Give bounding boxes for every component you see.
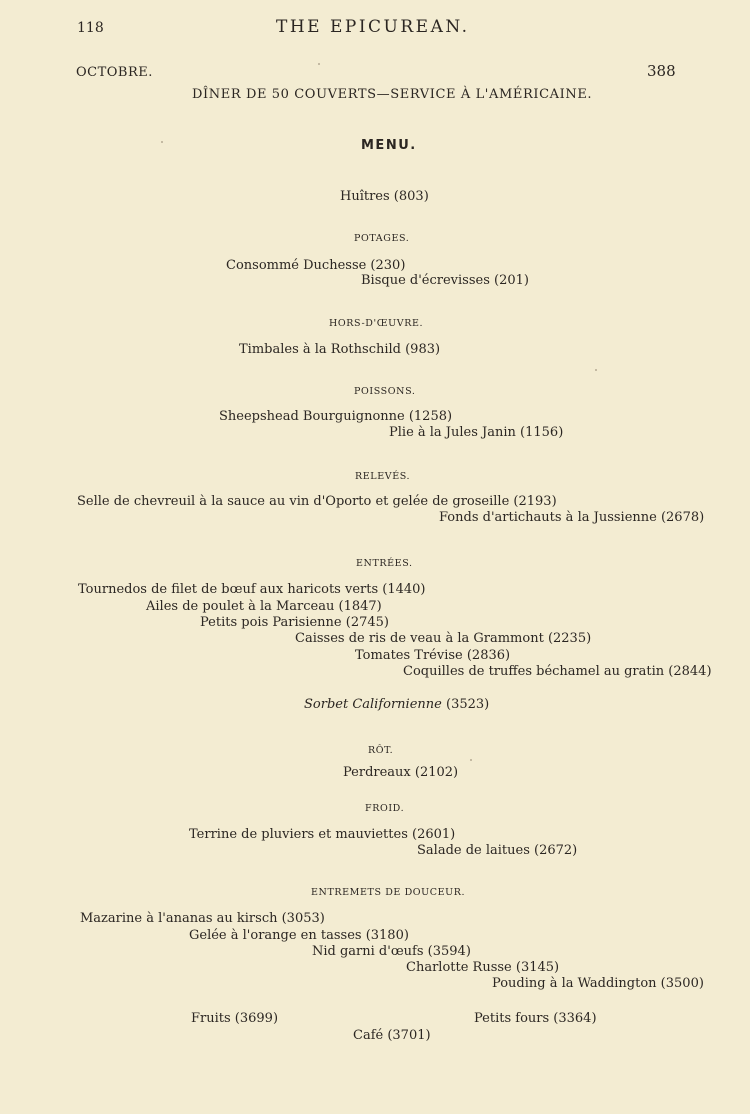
section-heading-rot: RÔT. bbox=[368, 745, 394, 756]
section-heading-releves: RELEVÉS. bbox=[355, 471, 411, 482]
dish-item: Selle de chevreuil à la sauce au vin d'Oporto et gelée de groseille (2193) bbox=[77, 494, 557, 509]
dish-item: Bisque d'écrevisses (201) bbox=[361, 273, 529, 288]
section-heading-entrees: ENTRÉES. bbox=[356, 558, 413, 569]
menu-number: 388 bbox=[647, 62, 676, 80]
ink-speck bbox=[595, 369, 597, 371]
dish-item: Terrine de pluviers et mauviettes (2601) bbox=[189, 827, 456, 842]
dish-item: Fruits (3699) bbox=[191, 1011, 279, 1026]
dish-item: Pouding à la Waddington (3500) bbox=[492, 976, 704, 991]
dinner-title: DÎNER DE 50 COUVERTS—SERVICE À L'AMÉRICAINE. bbox=[192, 87, 593, 102]
sorbet-item bbox=[304, 698, 489, 711]
dish-item: Café (3701) bbox=[353, 1028, 431, 1043]
menu-heading: MENU. bbox=[361, 138, 417, 153]
section-heading-potages: POTAGES. bbox=[354, 233, 410, 244]
dish-item: Sheepshead Bourguignonne (1258) bbox=[219, 409, 453, 424]
dish-item: Ailes de poulet à la Marceau (1847) bbox=[146, 599, 382, 614]
section-heading-poissons: POISSONS. bbox=[354, 386, 416, 397]
dish-item: Fonds d'artichauts à la Jussienne (2678) bbox=[439, 510, 705, 525]
dish-item: Petits pois Parisienne (2745) bbox=[200, 615, 389, 630]
month-label: OCTOBRE. bbox=[76, 65, 153, 80]
dish-item: Perdreaux (2102) bbox=[343, 765, 459, 780]
dish-item: Consommé Duchesse (230) bbox=[226, 258, 406, 273]
section-heading-froid: FROID. bbox=[365, 803, 405, 814]
dish-item: Salade de laitues (2672) bbox=[417, 843, 578, 858]
dish-item: Tomates Trévise (2836) bbox=[355, 648, 511, 663]
dish-item: Mazarine à l'ananas au kirsch (3053) bbox=[80, 911, 325, 926]
sorbet-name: Sorbet Californienne bbox=[304, 697, 442, 712]
sorbet-number: (3523) bbox=[446, 697, 490, 712]
ink-speck bbox=[470, 759, 472, 761]
section-heading-hors-doeuvre: HORS-D'ŒUVRE. bbox=[329, 318, 424, 329]
dish-item: Charlotte Russe (3145) bbox=[406, 960, 560, 975]
ink-speck bbox=[318, 63, 320, 65]
section-heading-entremets: ENTREMETS DE DOUCEUR. bbox=[311, 887, 466, 898]
dish-item: Nid garni d'œufs (3594) bbox=[312, 944, 471, 959]
dish-item: Plie à la Jules Janin (1156) bbox=[389, 425, 564, 440]
dish-item: Timbales à la Rothschild (983) bbox=[239, 342, 441, 357]
oysters-item: Huîtres (803) bbox=[340, 189, 429, 204]
dish-item: Gelée à l'orange en tasses (3180) bbox=[189, 928, 409, 943]
page-number: 118 bbox=[77, 20, 104, 36]
dish-item: Caisses de ris de veau à la Grammont (2235) bbox=[295, 631, 592, 646]
dish-item: Tournedos de filet de bœuf aux haricots verts (1440) bbox=[78, 582, 426, 597]
dish-item: Petits fours (3364) bbox=[474, 1011, 597, 1026]
running-title: THE EPICUREAN. bbox=[276, 17, 470, 37]
dish-item: Coquilles de truffes béchamel au gratin (2844) bbox=[403, 664, 712, 679]
ink-speck bbox=[161, 141, 163, 143]
